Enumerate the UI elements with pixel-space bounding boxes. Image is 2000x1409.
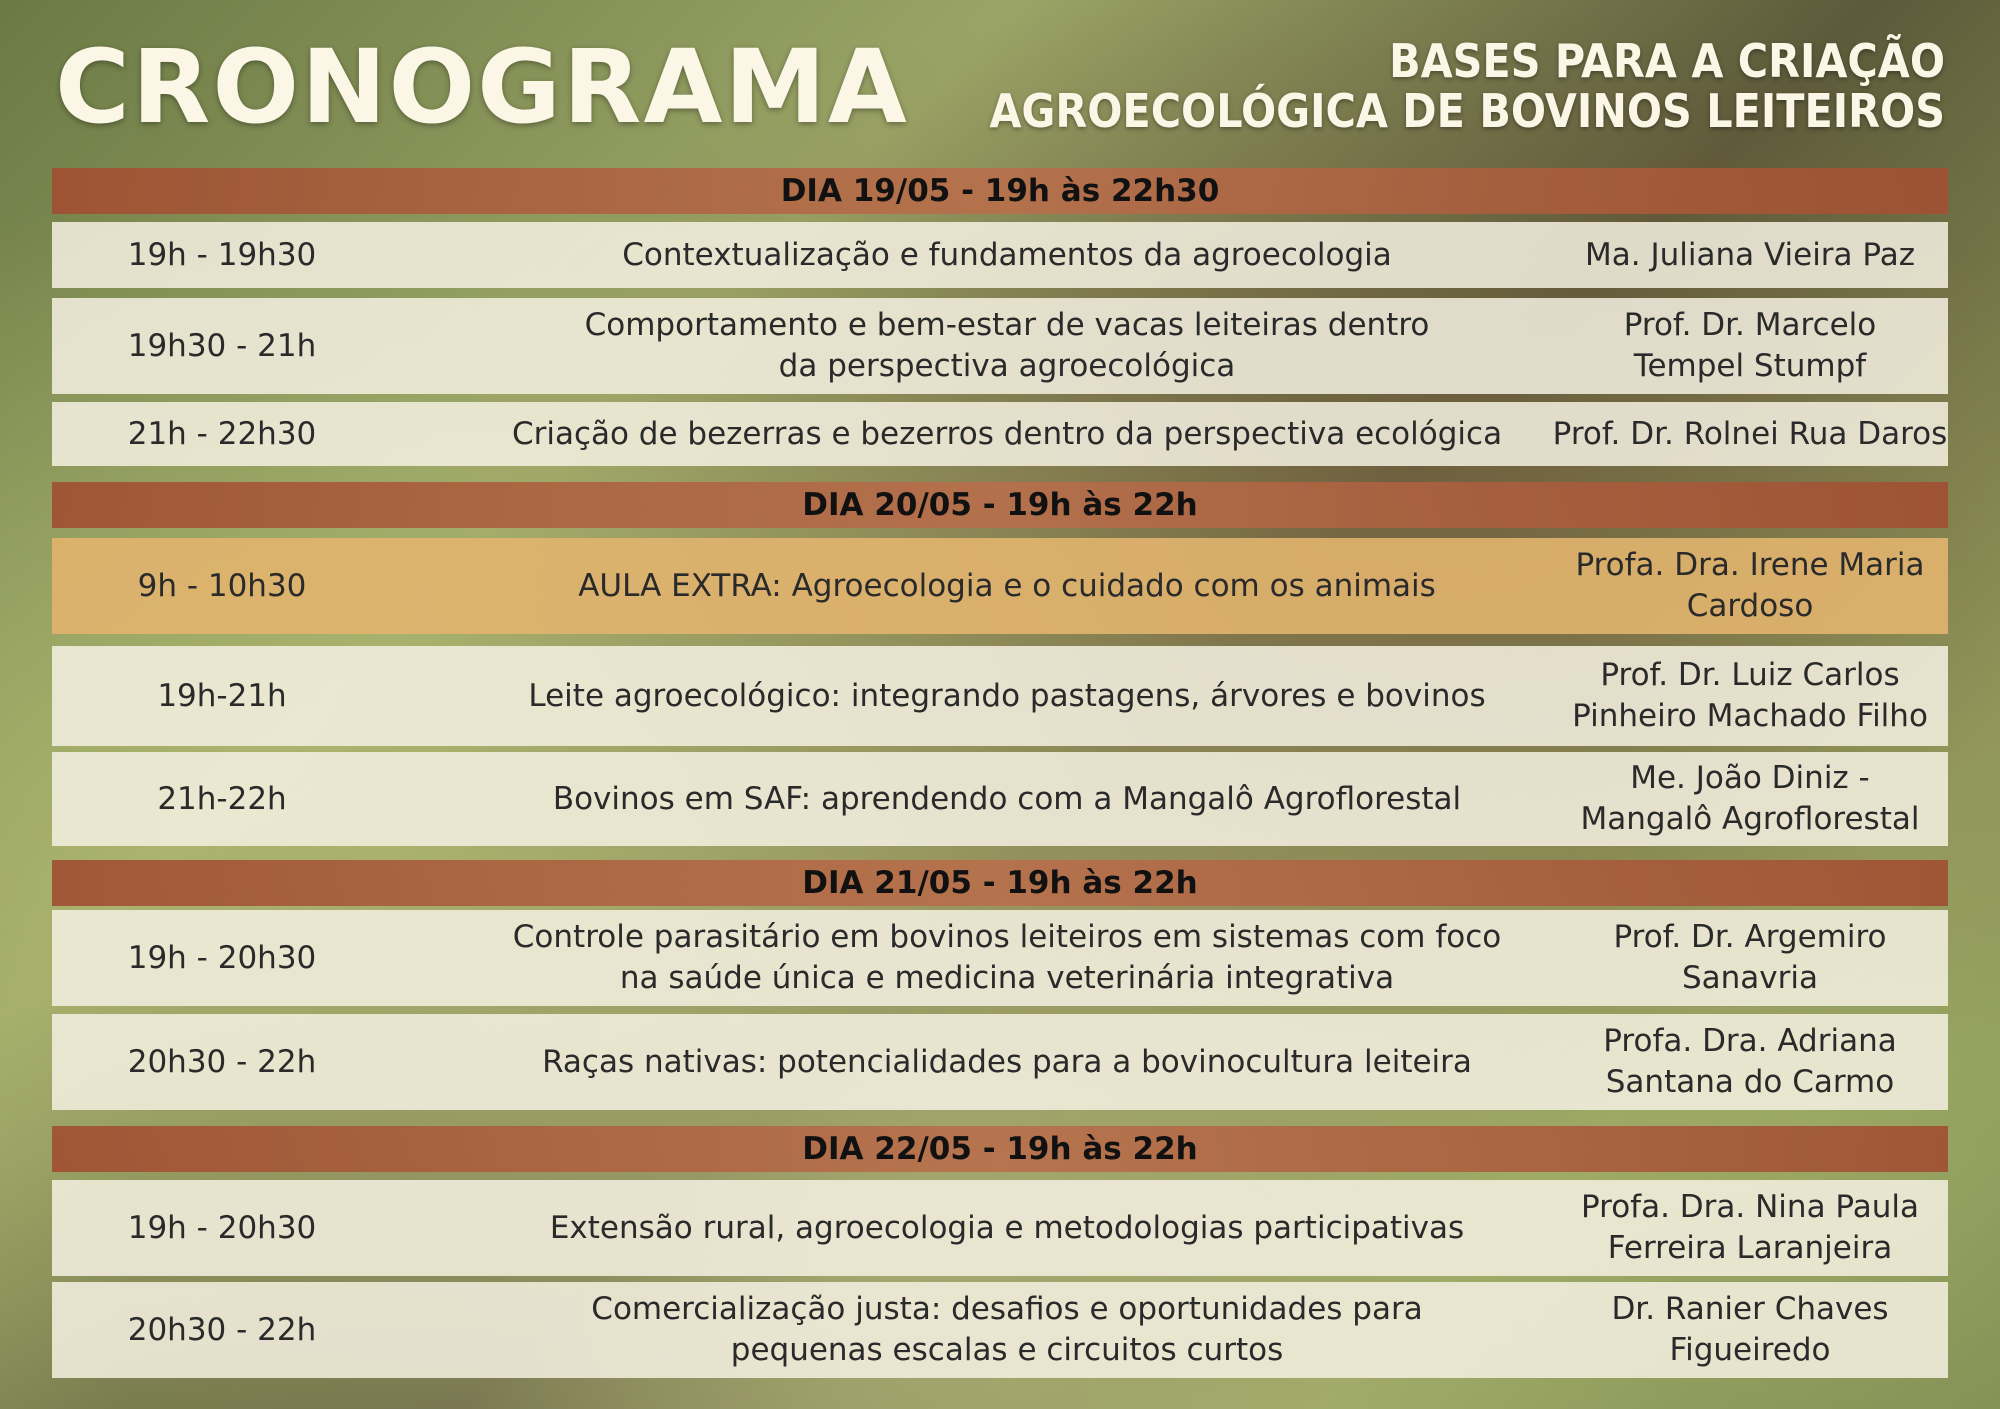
session-time: 19h - 20h30 — [127, 939, 317, 976]
session-speaker: Dr. Ranier Chaves Figueiredo — [1611, 1291, 1889, 1368]
subtitle-line-2: AGROECOLÓGICA DE BOVINOS LEITEIROS — [989, 84, 1945, 138]
session-time: 19h - 19h30 — [127, 236, 317, 273]
session-time: 19h30 - 21h — [127, 327, 317, 364]
session-time: 9h - 10h30 — [137, 567, 307, 604]
session-topic: Comercialização justa: desafios e oportunidades para pequenas escalas e circuitos curtos — [591, 1291, 1423, 1368]
session-row — [52, 1180, 1948, 1276]
session-row — [52, 538, 1948, 634]
session-speaker: Me. João Diniz - Mangalô Agroflorestal — [1580, 760, 1920, 837]
session-row — [52, 222, 1948, 288]
session-topic: Leite agroecológico: integrando pastagens, árvores e bovinos — [528, 677, 1486, 714]
session-time: 21h - 22h30 — [127, 415, 317, 452]
session-speaker: Prof. Dr. Luiz Carlos Pinheiro Machado Filho — [1572, 657, 1928, 734]
subtitle-line-1: BASES PARA A CRIAÇÃO — [1389, 34, 1945, 88]
session-row — [52, 402, 1948, 466]
session-time: 19h - 20h30 — [127, 1209, 317, 1246]
session-row — [52, 1014, 1948, 1110]
session-row — [52, 752, 1948, 846]
session-topic: Raças nativas: potencialidades para a bovinocultura leiteira — [542, 1043, 1472, 1080]
session-topic: AULA EXTRA: Agroecologia e o cuidado com os animais — [578, 567, 1436, 604]
day-header: DIA 21/05 - 19h às 22h — [52, 860, 1948, 906]
day-header: DIA 20/05 - 19h às 22h — [52, 482, 1948, 528]
session-topic: Bovinos em SAF: aprendendo com a Mangalô Agroflorestal — [552, 780, 1462, 817]
event-subtitle — [989, 36, 1945, 136]
session-speaker: Prof. Dr. Rolnei Rua Daros — [1552, 415, 1948, 452]
session-row — [52, 910, 1948, 1006]
day-header: DIA 22/05 - 19h às 22h — [52, 1126, 1948, 1172]
session-speaker: Profa. Dra. Irene Maria Cardoso — [1575, 547, 1925, 624]
session-topic: Comportamento e bem-estar de vacas leiteiras dentro da perspectiva agroecológica — [584, 307, 1430, 384]
session-topic: Contextualização e fundamentos da agroecologia — [622, 236, 1392, 273]
session-topic: Controle parasitário em bovinos leiteiros em sistemas com foco na saúde única e medicina veterinária integrativa — [512, 919, 1502, 996]
day-header: DIA 19/05 - 19h às 22h30 — [52, 168, 1948, 214]
session-time: 19h-21h — [157, 677, 287, 714]
page-title: CRONOGRAMA — [55, 28, 909, 147]
session-speaker: Profa. Dra. Nina Paula Ferreira Laranjeira — [1581, 1189, 1919, 1266]
session-row — [52, 646, 1948, 746]
session-time: 21h-22h — [157, 780, 287, 817]
session-time: 20h30 - 22h — [127, 1311, 317, 1348]
session-row — [52, 1282, 1948, 1378]
session-topic: Extensão rural, agroecologia e metodologias participativas — [549, 1209, 1465, 1246]
session-speaker: Ma. Juliana Vieira Paz — [1585, 236, 1915, 273]
session-speaker: Profa. Dra. Adriana Santana do Carmo — [1603, 1023, 1897, 1100]
session-speaker: Prof. Dr. Marcelo Tempel Stumpf — [1623, 307, 1877, 384]
session-time: 20h30 - 22h — [127, 1043, 317, 1080]
session-row — [52, 298, 1948, 394]
session-speaker: Prof. Dr. Argemiro Sanavria — [1613, 919, 1887, 996]
session-topic: Criação de bezerras e bezerros dentro da perspectiva ecológica — [511, 415, 1503, 452]
